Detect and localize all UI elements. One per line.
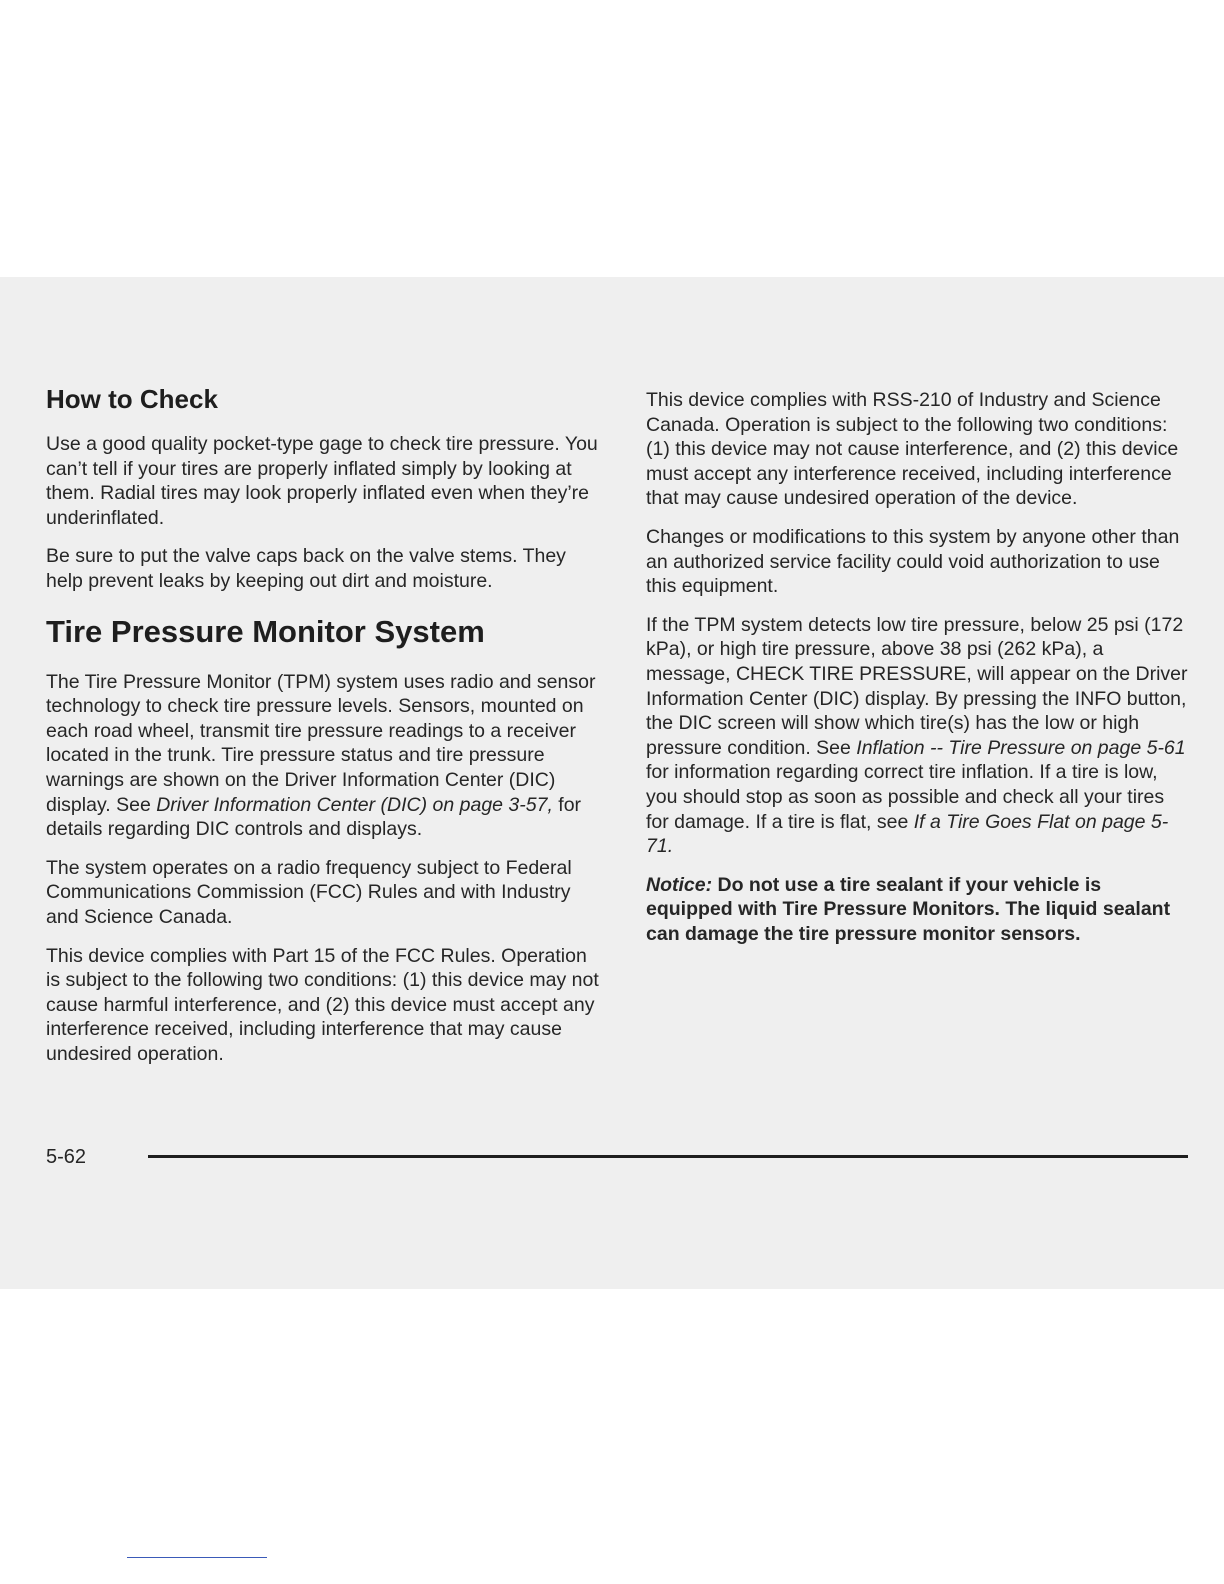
tpm-detection-text-b: for information regarding correct tire inflation. If a tire is low, you should stop as soon as possible and check all your tires for damage. If a tire is flat, see [646,761,1165,833]
inflation-page-reference-link[interactable]: Inflation -- Tire Pressure on page 5-61 [856,736,1186,759]
rss-paragraph: This device complies with RSS-210 of Industry and Science Canada. Operation is subject to the following two conditions: (1) this device may not cause interference, and (2) this device must accept any interference received, including interference that may cause undesired operation of the device. [646,389,1179,510]
left-column [46,380,606,1080]
tpms-paragraph-1 [46,670,606,842]
bottom-link-underline [127,1557,267,1558]
right-column [646,388,1191,960]
notice-block [646,873,1191,947]
tpm-detection-text-a: If the TPM system detects low tire pressure, below 25 psi (172 kPa), or high tire pressure, above 38 psi (262 kPa), a message, CHECK TIRE PRESSURE, will appear on the Driver Information Center (DIC) display. By pressing the INFO button, the DIC screen will show which tire(s) has the low or high pressure condition. See [646,613,1188,759]
tpms-paragraph-2: The system operates on a radio frequency subject to Federal Communications Commission (FCC) Rules and with Industry and Science Canada. [46,856,572,928]
tpms-heading: Tire Pressure Monitor System [46,613,485,649]
dic-page-reference-link[interactable]: Driver Information Center (DIC) on page 3-57, [156,793,553,816]
notice-label: Notice: [646,873,713,896]
flat-tire-page-reference-link[interactable]: If a Tire Goes Flat on page 5-71. [646,810,1169,858]
page-number: 5-62 [46,1146,87,1168]
tpms-paragraph-1-text-b: for details regarding DIC controls and displays. [46,793,582,841]
footer-rule [148,1155,1188,1158]
how-to-check-paragraph-2: Be sure to put the valve caps back on the valve stems. They help prevent leaks by keeping out dirt and moisture. [46,545,566,592]
notice-text: Do not use a tire sealant if your vehicle is equipped with Tire Pressure Monitors. The liquid sealant can damage the tire pressure monitor sensors. [646,873,1171,945]
how-to-check-paragraph-1: Use a good quality pocket-type gage to check tire pressure. You can’t tell if your tires are properly inflated simply by looking at them. Radial tires may look properly inflated even when they’re underinflated. [46,433,598,529]
how-to-check-heading: How to Check [46,384,218,414]
tpms-paragraph-1-text-a: The Tire Pressure Monitor (TPM) system uses radio and sensor technology to check tire pressure levels. Sensors, mounted on each road wheel, transmit tire pressure readings to a receiver located in the trunk. Tire pressure status and tire pressure warnings are shown on the Driver Information Center (DIC) display. See [46,670,596,816]
modifications-paragraph: Changes or modifications to this system by anyone other than an authorized service facility could void authorization to use this equipment. [646,525,1180,598]
tpm-detection-paragraph [646,613,1191,859]
tpms-paragraph-3: This device complies with Part 15 of the FCC Rules. Operation is subject to the following two conditions: (1) this device may not cause harmful interference, and (2) this device must accept any interference received, including interference that may cause undesired operation. [46,944,599,1065]
